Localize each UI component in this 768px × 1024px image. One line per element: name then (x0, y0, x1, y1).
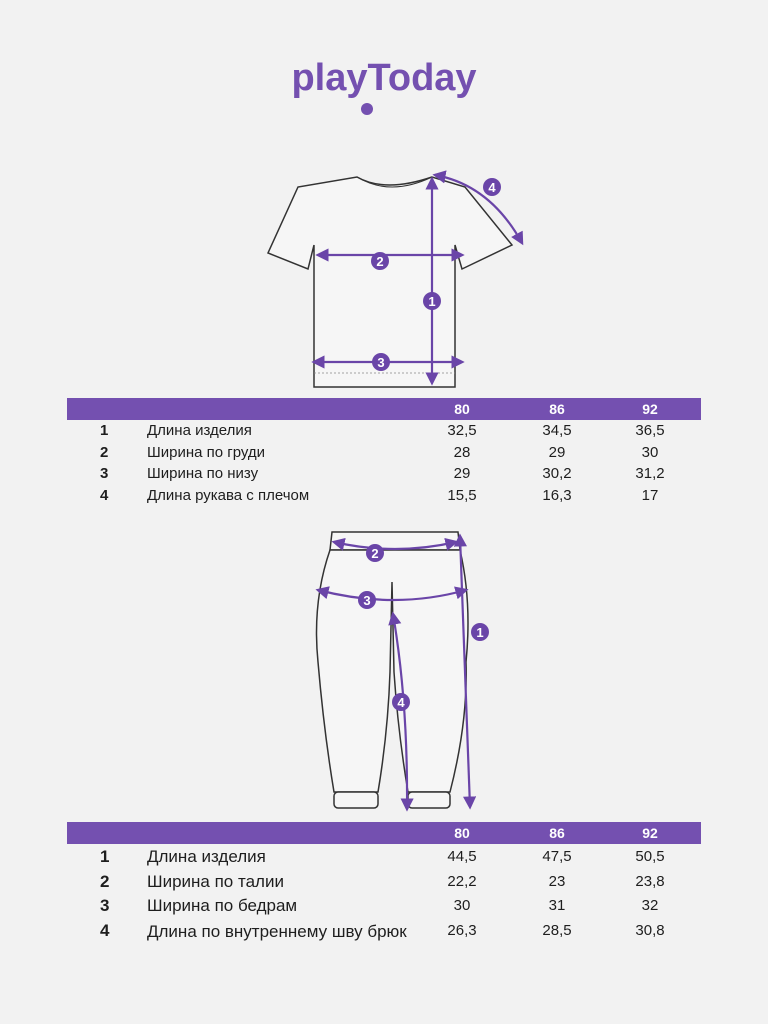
row-value: 29 (548, 443, 566, 461)
marker-4 (483, 178, 501, 196)
row-value: 50,5 (635, 848, 665, 865)
tshirt-size-table (67, 398, 701, 506)
svg-text:4: 4 (488, 180, 496, 195)
size-header: 92 (642, 825, 658, 841)
brand-logo-mark (274, 52, 494, 122)
brand-dot (361, 103, 373, 115)
tshirt-svg (250, 165, 540, 395)
row-value: 16,3 (542, 486, 572, 504)
size-header: 80 (454, 825, 470, 841)
brand-wordmark: playToday (291, 57, 477, 99)
pants-outline (317, 550, 469, 792)
pants-waistband (330, 532, 460, 550)
svg-text:4: 4 (397, 695, 405, 710)
row-value: 44,5 (447, 848, 477, 865)
row-value: 47,5 (542, 848, 572, 865)
row-value: 26,3 (447, 921, 477, 939)
table-header (67, 822, 701, 844)
row-value: 17 (641, 486, 659, 504)
size-header: 80 (454, 401, 470, 417)
row-label: Ширина по талии (147, 871, 284, 891)
table-row (67, 442, 701, 464)
svg-text:1: 1 (428, 294, 436, 309)
marker-2 (371, 252, 389, 270)
row-label: Длина изделия (147, 847, 266, 866)
svg-text:3: 3 (363, 593, 371, 608)
brand-logo (0, 52, 768, 127)
row-number: 3 (100, 465, 109, 482)
row-value: 32 (641, 897, 659, 914)
marker-1 (423, 292, 441, 310)
row-number: 2 (100, 871, 110, 891)
row-number: 4 (100, 486, 109, 504)
marker-3 (358, 591, 376, 609)
row-value: 28 (453, 443, 471, 461)
row-value: 23 (548, 872, 566, 890)
row-value: 36,5 (635, 422, 665, 439)
row-number: 2 (100, 443, 109, 461)
svg-text:2: 2 (376, 254, 384, 269)
row-value: 34,5 (542, 422, 572, 439)
svg-text:3: 3 (377, 355, 385, 370)
table-row (67, 918, 701, 964)
row-label: Длина рукава с плечом (147, 486, 310, 504)
size-header: 92 (642, 401, 658, 417)
tshirt-outline (268, 177, 512, 387)
table-row (67, 463, 701, 485)
pants-cuff-left (334, 792, 378, 808)
row-label: Длина изделия (147, 422, 252, 439)
table-row (67, 844, 701, 869)
table-header (67, 398, 701, 420)
row-value: 22,2 (447, 872, 477, 890)
svg-text:2: 2 (371, 546, 379, 561)
row-value: 30,2 (542, 465, 572, 482)
table-row (67, 420, 701, 442)
row-value: 28,5 (542, 921, 572, 939)
row-value: 31,2 (635, 465, 665, 482)
row-value: 15,5 (447, 486, 477, 504)
size-header: 86 (549, 401, 565, 417)
pants-cuff-right (408, 792, 450, 808)
row-number: 1 (100, 422, 109, 439)
marker-4 (392, 693, 410, 711)
row-value: 30 (453, 897, 471, 914)
pants-diagram (290, 522, 510, 817)
row-number: 4 (100, 920, 110, 940)
row-value: 23,8 (635, 872, 665, 890)
marker-3 (372, 353, 390, 371)
row-value: 29 (453, 465, 471, 482)
pants-svg (290, 522, 510, 817)
table-row (67, 869, 701, 894)
row-number: 3 (100, 896, 110, 915)
row-value: 32,5 (447, 422, 477, 439)
table-row (67, 485, 701, 507)
pants-size-table (67, 822, 701, 964)
svg-text:1: 1 (476, 625, 484, 640)
table-row (67, 893, 701, 918)
row-label: Ширина по груди (147, 443, 266, 461)
row-number: 1 (100, 847, 110, 866)
marker-1 (471, 623, 489, 641)
tshirt-diagram (250, 165, 540, 395)
row-value: 30 (641, 443, 659, 461)
row-label: Ширина по низу (147, 465, 259, 482)
row-label: Ширина по бедрам (147, 896, 298, 915)
marker-2 (366, 544, 384, 562)
row-value: 30,8 (635, 921, 665, 939)
size-header: 86 (549, 825, 565, 841)
row-value: 31 (548, 897, 566, 914)
row-label: Длина по внутреннему шву брюк (147, 921, 407, 941)
